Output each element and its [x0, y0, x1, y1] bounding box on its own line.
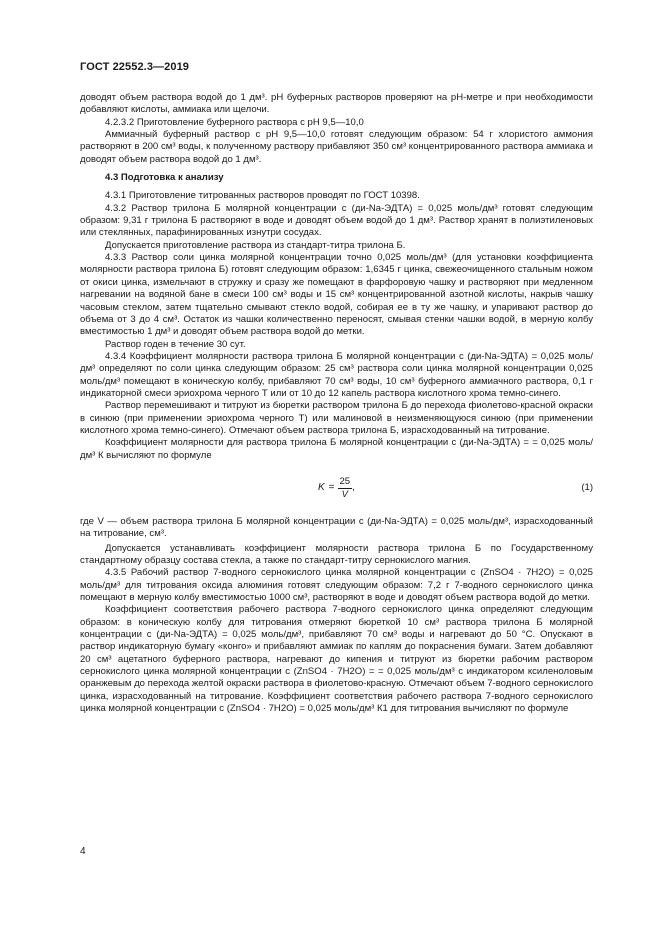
formula-block [80, 468, 593, 512]
paragraph: 4.3.1 Приготовление титрованных растворов проводят по ГОСТ 10398. [105, 190, 420, 202]
formula-denominator: V [341, 488, 348, 500]
paragraph: Допускается приготовление раствора из стандарт-титра трилона Б. [105, 239, 406, 251]
formula-fraction [338, 476, 353, 501]
paragraph: 4.3.2 Раствор трилона Б молярной концентрации с (ди-Na-ЭДТА) = 0,025 моль/дм³ готовят следующим образом: 9,31 г трилона Б растворяют в воде и доводят объем водой до 1 дм³. Раствор хранят в полиэтиленовых или стеклянных, парафинированных изнутри сосудах. [80, 202, 593, 239]
formula-trail: , [352, 482, 355, 494]
paragraph: 4.3.3 Раствор соли цинка молярной концентрации точно 0,025 моль/дм³ (для установки коэффициента молярности раствора трилона Б) готовят следующим образом: 1,6345 г цинка, свежеочищенного стальным ножом от окиси цинка, измельчают в стружку и сразу же помещают в фарфоровую чашку и растворяют при медленном нагревании на водяной бане в смеси 100 см³ воды и 15 см³ концентрированной азотной кислоты, накрыв чашку часовым стеклом, затем тщательно смывают стекло водой, собирая ее в ту же чашку, и упаривают раствор до объема от 3 до 4 см³. Остаток из чашки количественно переносят, смывая стенки чашки водой, в мерную колбу вместимостью 1 дм³ и доводят объем раствора водой до метки. [80, 252, 593, 338]
paragraph: 4.3.4 Коэффициент молярности раствора трилона Б молярной концентрации с (ди-Na-ЭДТА) = 0,025 моль/дм³ определяют по соли цинка следующим образом: 25 см³ раствора соли цинка молярной концентрации 0,025 моль/дм³ помещают в коническую колбу, прибавляют 70 см³ воды, 10 см³ буферного аммиачного раствора, 0,1 г индикаторной смеси эриохрома черного Т или от 10 до 12 капель раствора кислотного хрома темно-синего. [80, 350, 593, 399]
paragraph: Допускается устанавливать коэффициент молярности раствора трилона Б по Государственному стандартному образцу состава стекла, а также по стандарт-титру сернокислого магния. [80, 542, 593, 566]
formula-number: (1) [581, 481, 593, 493]
section-heading: 4.3 Подготовка к анализу [105, 172, 224, 184]
paragraph: Аммиачный буферный раствор с pH 9,5—10,0 готовят следующим образом: 54 г хлористого аммония растворяют в 200 см³ воды, к полученному раствору прибавляют 350 см³ концентрированного раствора аммиака и доводят объем раствора водой до 1 дм³. [80, 129, 593, 165]
document-header: ГОСТ 22552.3—2019 [80, 61, 190, 73]
document-body [80, 92, 593, 715]
paragraph: Раствор годен в течение 30 сут. [105, 338, 246, 350]
formula-legend: где V — объем раствора трилона Б молярной концентрации с (ди-Na-ЭДТА) = 0,025 моль/дм³, израсходованный на титрование, см³. [80, 515, 593, 540]
paragraph: 4.2.3.2 Приготовление буферного раствора с pH 9,5—10,0 [105, 116, 364, 128]
formula-numerator: 25 [339, 475, 351, 487]
paragraph: доводят объем раствора водой до 1 дм³. pH буферных растворов проверяют на pH-метре и при необходимости добавляют кислоты, аммиака или щелочи. [80, 92, 593, 116]
paragraph: Коэффициент соответствия рабочего раствора 7-водного сернокислого цинка определяют следующим образом: в коническую колбу для титрования отмеряют бюреткой 10 см³ раствора трилона Б молярной концентрации с (ди-Na-ЭДТА) = 0,025 моль/дм³, прибавляют 70 см³ воды и нагревают до 50 °С. Опускают в раствор индикаторную бумагу «конго» и прибавляют аммиак по каплям до покраснения бумаги. Затем добавляют 20 см³ ацетатного буферного раствора, нагревают до кипения и титруют из бюретки рабочим раствором сернокислого цинка молярной концентрации с (ZnSO4 · 7H2O) = = 0,025 моль/дм³ с индикатором ксиленоловым оранжевым до перехода желтой окраски раствора в фиолетово-красную. Отмечают объем 7-водного сернокислого цинка, израсходованный на титрование. Коэффициент соответствия рабочего раствора 7-водного сернокислого цинка молярной концентрации с (ZnSO4 · 7H2O) = 0,025 моль/дм³ К1 для титрования вычисляют по формуле [80, 604, 593, 715]
page-number: 4 [80, 846, 86, 857]
formula-equals: = [328, 482, 335, 494]
formula-lhs: K [318, 482, 325, 494]
formula [318, 476, 355, 501]
paragraph: Коэффициент молярности для раствора трилона Б молярной концентрации с (ди-Na-ЭДТА) = = 0,025 моль/дм³ К вычисляют по формуле [80, 437, 593, 461]
paragraph: Раствор перемешивают и титруют из бюретки раствором трилона Б до перехода фиолетово-красной окраски в синюю (при применении эриохрома черного Т) или малиновой в неизменяющуюся синюю (при применении кислотного хрома темно-синего). Отмечают объем раствора трилона Б, израсходованный на титрование. [80, 400, 593, 436]
paragraph: 4.3.5 Рабочий раствор 7-водного сернокислого цинка молярной концентрации с (ZnSO4 · 7H2O) = 0,025 моль/дм³ для титрования оксида алюминия готовят следующим образом: 7,2 г 7-водного сернокислого цинка помещают в мерную колбу вместимостью 1000 см³, растворяют в воде и доводят объем раствора водой до метки. [80, 567, 593, 604]
